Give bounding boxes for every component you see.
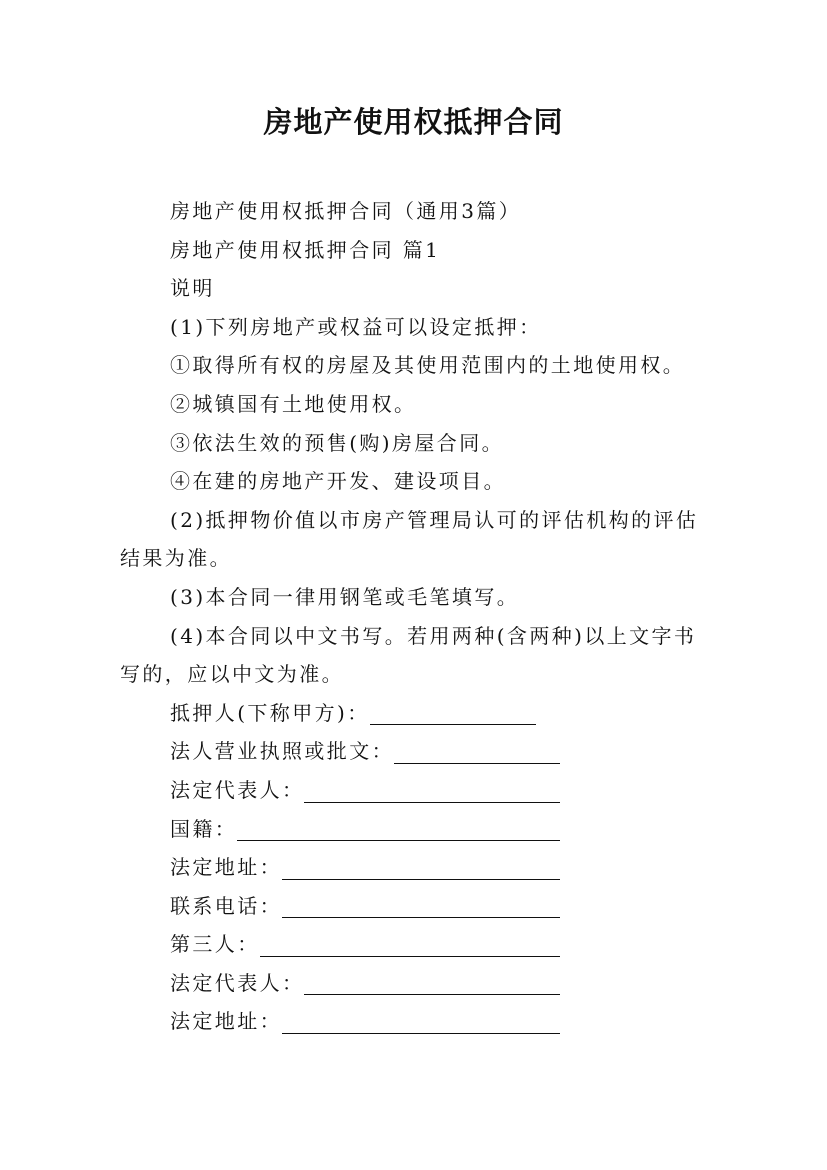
- section-heading: 房地产使用权抵押合同 篇1: [170, 237, 441, 262]
- form-field-third-party-address: [120, 1002, 710, 1041]
- fill-in-blank[interactable]: [304, 776, 560, 803]
- fill-in-blank[interactable]: [282, 1007, 560, 1034]
- form-field-business-license: [120, 732, 710, 771]
- field-label: 抵押人(下称甲方)：: [170, 700, 370, 725]
- note-paragraph: ③依法生效的预售(购)房屋合同。: [170, 430, 505, 455]
- note-paragraph: ①取得所有权的房屋及其使用范围内的土地使用权。: [170, 353, 686, 378]
- form-field-third-party: [120, 925, 710, 964]
- note-paragraph: (1)下列房地产或权益可以设定抵押：: [170, 314, 542, 339]
- fill-in-blank[interactable]: [282, 891, 560, 918]
- note-paragraph: (2)抵押物价值以市房产管理局认可的评估机构的评估结果为准。: [120, 507, 699, 571]
- fill-in-blank[interactable]: [304, 968, 560, 995]
- field-label: 法定代表人：: [170, 970, 305, 995]
- note-paragraph: ④在建的房地产开发、建设项目。: [170, 469, 506, 494]
- form-field-nationality: [120, 810, 710, 849]
- note-paragraph: (4)本合同以中文书写。若用两种(含两种)以上文字书写的，应以中文为准。: [120, 623, 697, 687]
- field-label: 法人营业执照或批文：: [170, 739, 394, 764]
- form-field-third-party-representative: [120, 964, 710, 1003]
- field-label: 法定地址：: [170, 855, 282, 880]
- form-field-phone: [120, 887, 710, 926]
- field-label: 法定代表人：: [170, 777, 305, 802]
- form-field-mortgagor: [120, 694, 710, 733]
- document-title: 房地产使用权抵押合同: [263, 105, 564, 139]
- fill-in-blank[interactable]: [237, 814, 560, 841]
- form-field-legal-address: [120, 848, 710, 887]
- fill-in-blank[interactable]: [370, 698, 536, 725]
- field-label: 国籍：: [170, 816, 238, 841]
- note-paragraph: (3)本合同一律用钢笔或毛笔填写。: [170, 584, 520, 609]
- note-paragraph: ②城镇国有土地使用权。: [170, 391, 417, 416]
- field-label: 第三人：: [170, 932, 260, 957]
- subtitle-line: 房地产使用权抵押合同（通用3篇）: [170, 199, 522, 223]
- fill-in-blank[interactable]: [282, 853, 560, 880]
- form-field-legal-representative: [120, 771, 710, 810]
- field-label: 法定地址：: [170, 1009, 282, 1034]
- fill-in-blank[interactable]: [394, 737, 560, 764]
- notes-heading: 说明: [170, 276, 215, 301]
- fill-in-blank[interactable]: [260, 930, 560, 957]
- document-body: [120, 192, 710, 1041]
- field-label: 联系电话：: [170, 893, 282, 918]
